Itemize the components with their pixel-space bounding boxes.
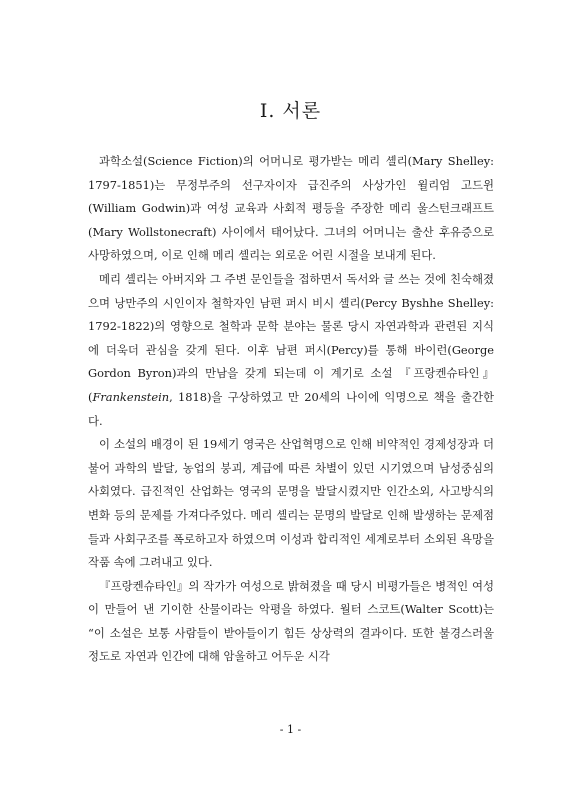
paragraph-2-text: 메리 셸리는 아버지와 그 주변 문인들을 접하면서 독서와 글 쓰는 것에 친숙해졌으며 낭만주의 시인이자 철학자인 남편 퍼시 비시 셸리(Percy Byshhe Shelley: 1792-1822)의 영향으로 철학과 문학 분야는 물론 당시 자연과학과 관련된 지식에 더욱더 관심을 갖게 된다. 이후 남편 퍼시(Percy)를 통해 바이런(George Gordon Byron)과의 만남을 갖게 되는데 이 계기로 소설 『프랑켄슈타인』( <box>88 271 494 404</box>
section-title: I. 서론 <box>259 100 322 122</box>
body-text <box>88 150 494 669</box>
paragraph-2 <box>88 268 494 433</box>
paragraph-3: 이 소설의 배경이 된 19세기 영국은 산업혁명으로 인해 비약적인 경제성장과 더불어 과학의 발달, 농업의 붕괴, 계급에 따른 차별이 있던 시기였으며 남성중심의 사회였다. 급진적인 산업화는 영국의 문명을 발달시켰지만 인간소외, 사고방식의 변화 등의 문제를 가져다주었다. 메리 셸리는 문명의 발달로 인해 발생하는 문제점들과 사회구조를 폭로하고자 하였으며 이성과 합리적인 세계로부터 소외된 욕망을 작품 속에 그려내고 있다. <box>88 437 494 570</box>
paragraph-4: 『프랑켄슈타인』의 작가가 여성으로 밝혀졌을 때 당시 비평가들은 병적인 여성이 만들어 낸 기이한 산물이라는 악평을 하였다. 월터 스코트(Walter Scott)는 “이 소설은 보통 사람들이 받아들이기 힘든 상상력의 결과이다. 또한 불경스러울 정도로 자연과 인간에 대해 암울하고 어두운 시각 <box>88 578 494 664</box>
paragraph-2-tail: , 1818)을 구상하였고 만 20세의 나이에 익명으로 책을 출간한다. <box>88 389 494 428</box>
page-number: - 1 - <box>279 723 302 736</box>
frankenstein-italic: Frankenstein <box>92 389 170 404</box>
paragraph-1: 과학소설(Science Fiction)의 어머니로 평가받는 메리 셸리(Mary Shelley: 1797-1851)는 무정부주의 선구자이자 급진주의 사상가인 윌리엄 고드윈(William Godwin)과 여성 교육과 사회적 평등을 주장한 메리 울스턴크래프트(Mary Wollstonecraft) 사이에서 태어났다. 그녀의 어머니는 출산 후유증으로 사망하였으며, 이로 인해 메리 셸리는 외로운 어린 시절을 보내게 된다. <box>88 154 494 263</box>
